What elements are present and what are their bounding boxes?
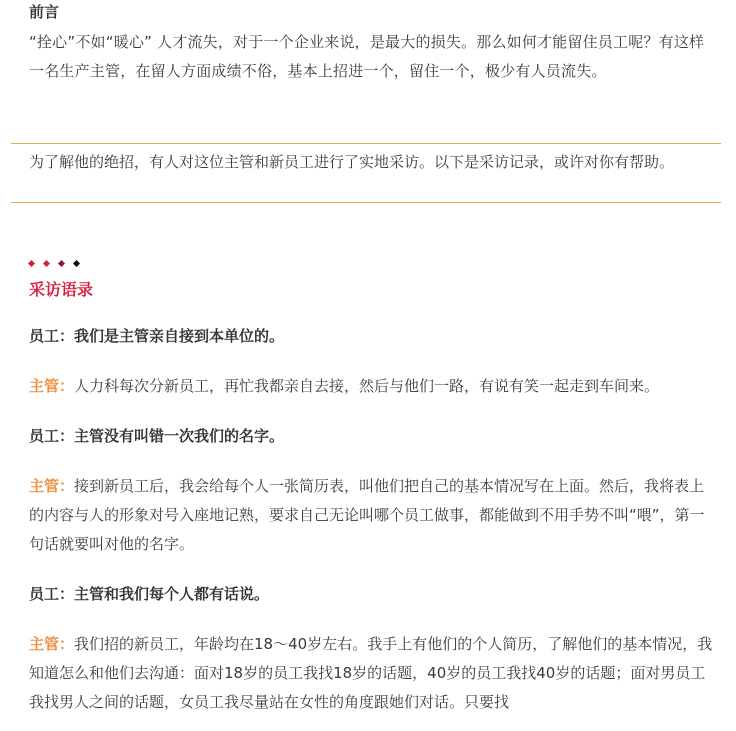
employee-statement: 员工：主管和我们每个人都有话说。 [29, 585, 270, 603]
preface-paragraph: “拴心”不如“暖心” 人才流失，对于一个企业来说，是最大的损失。那么如何才能留住员工呢？有这样一名生产主管，在留人方面成绩不俗，基本上招进一个，留住一个，极少有人员流失。 [29, 33, 705, 80]
diamond-icon [43, 259, 50, 266]
interview-qa-list [29, 322, 719, 717]
manager-answer [29, 472, 719, 559]
employee-statement: 员工：我们是主管亲自接到本单位的。 [29, 327, 285, 345]
callout-text: 为了解他的绝招，有人对这位主管和新员工进行了实地采访。以下是采访记录，或许对你有帮助。 [29, 153, 675, 171]
employee-statement: 员工：主管没有叫错一次我们的名字。 [29, 427, 285, 445]
manager-answer [29, 630, 719, 717]
section-title: 采访语录 [29, 280, 94, 299]
diamond-icon [28, 259, 35, 266]
manager-answer-text: 接到新员工后，我会给每个人一张简历表，叫他们把自己的基本情况写在上面。然后，我将表上的内容与人的形象对号入座地记熟，要求自己无论叫哪个员工做事，都能做到不用手势不叫“喂”，第一句话就要叫对他的名字。 [29, 477, 705, 553]
manager-answer [29, 372, 719, 401]
manager-speaker-label: 主管： [29, 635, 75, 653]
manager-speaker-label: 主管： [29, 477, 75, 495]
manager-answer-text: 我们招的新员工，年龄均在18～40岁左右。我手上有他们的个人简历，了解他们的基本情况，我知道怎么和他们去沟通：面对18岁的员工我找18岁的话题，40岁的员工我找40岁的话题；面对男员工我找男人之间的话题，女员工我尽量站在女性的角度跟她们对话。只要找 [29, 635, 713, 711]
callout-box [11, 143, 721, 203]
diamond-icon [58, 259, 65, 266]
manager-answer-text: 人力科每次分新员工，再忙我都亲自去接，然后与他们一路，有说有笑一起走到车间来。 [74, 377, 660, 395]
diamond-icon [73, 259, 80, 266]
manager-speaker-label: 主管： [29, 377, 75, 395]
section-divider-diamonds [29, 258, 79, 268]
preface-title: 前言 [29, 3, 60, 21]
